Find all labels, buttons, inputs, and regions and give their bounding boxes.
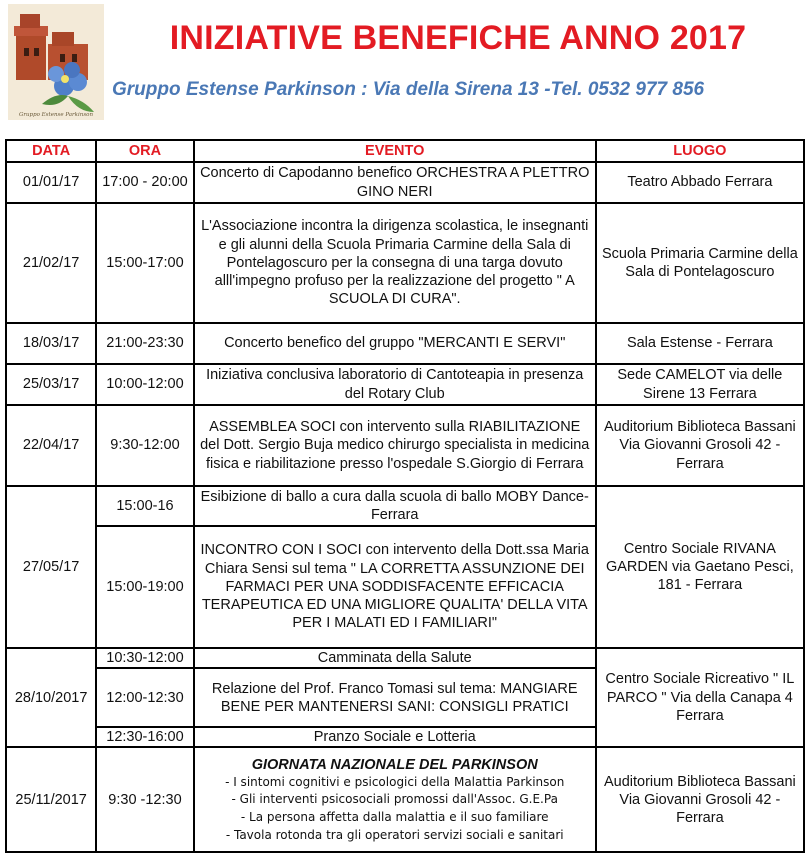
event-title: GIORNATA NAZIONALE DEL PARKINSON [251,756,538,773]
event-time: 12:30-16:00 [96,727,193,747]
event-description-block [194,747,596,852]
page-subtitle: Gruppo Estense Parkinson : Via della Sirena 13 -Tel. 0532 977 856 [112,79,705,100]
event-time: 15:00-17:00 [96,203,193,323]
event-description: Pranzo Sociale e Lotteria [194,727,596,747]
event-topic: - Gli interventi psicosociali promossi dall'Assoc. G.E.Pa [231,792,558,807]
column-header-evento: EVENTO [194,140,596,162]
event-topic: - La persona affetta dalla malattia e il suo familiare [240,810,549,824]
event-description: L'Associazione incontra la dirigenza scolastica, le insegnanti e gli alunni della Scuola Primaria Carmine della Sala di Pontelagoscuro per la consegna di una targa dovuto alll'impegno profuso per la realizzazione del progetto " A SCUOLA DI CURA". [194,203,596,323]
event-location: Auditorium Biblioteca Bassani Via Giovanni Grosoli 42 - Ferrara [596,405,804,486]
event-location: Sala Estense - Ferrara [596,323,804,364]
event-date: 01/01/17 [6,162,96,203]
association-logo [8,4,104,120]
event-topic: - I sintomi cognitivi e psicologici della Malattia Parkinson [225,774,565,789]
event-date: 18/03/17 [6,323,96,364]
event-date: 22/04/17 [6,405,96,486]
event-description: ASSEMBLEA SOCI con intervento sulla RIABILITAZIONE del Dott. Sergio Buja medico chirurgo specialista in medicina fisica e riabilitazione presso l'ospedale S.Giorgio di Ferrara [194,405,596,486]
event-description: Concerto di Capodanno benefico ORCHESTRA A PLETTRO GINO NERI [194,162,596,203]
event-time: 12:00-12:30 [96,668,193,727]
event-description: Camminata della Salute [194,648,596,668]
table-row [6,747,804,852]
event-description: Relazione del Prof. Franco Tomasi sul tema: MANGIARE BENE PER MANTENERSI SANI: CONSIGLI PRATICI [194,668,596,727]
table-row [6,162,804,203]
event-time: 10:00-12:00 [96,364,193,405]
event-description: Esibizione di ballo a cura dalla scuola di ballo MOBY Dance- Ferrara [194,486,596,526]
event-location: Teatro Abbado Ferrara [596,162,804,203]
event-description: Concerto benefico del gruppo "MERCANTI E SERVI" [194,323,596,364]
table-row [6,323,804,364]
table-row [6,364,804,405]
event-time: 21:00-23:30 [96,323,193,364]
event-date: 25/11/2017 [6,747,96,852]
event-time: 9:30-12:00 [96,405,193,486]
event-location: Sede CAMELOT via delle Sirene 13 Ferrara [596,364,804,405]
table-header-row [6,140,804,162]
column-header-luogo: LUOGO [596,140,804,162]
table-row [6,648,804,668]
event-date: 28/10/2017 [6,648,96,747]
event-time: 15:00-16 [96,486,193,526]
column-header-data: DATA [6,140,96,162]
event-time: 9:30 -12:30 [96,747,193,852]
table-row [6,203,804,323]
event-date: 25/03/17 [6,364,96,405]
castle-tower-icon [16,34,46,80]
event-time: 17:00 - 20:00 [96,162,193,203]
event-location: Scuola Primaria Carmine della Sala di Pontelagoscuro [596,203,804,323]
event-date: 21/02/17 [6,203,96,323]
event-date: 27/05/17 [6,486,96,648]
page-title: INIZIATIVE BENEFICHE ANNO 2017 [169,19,747,57]
event-location: Auditorium Biblioteca Bassani Via Giovanni Grosoli 42 - Ferrara [596,747,804,852]
event-time: 10:30-12:00 [96,648,193,668]
event-topic: - Tavola rotonda tra gli operatori servizi sociali e sanitari [225,827,564,842]
table-row [6,486,804,526]
event-description: Iniziativa conclusiva laboratorio di Cantoteapia in presenza del Rotary Club [194,364,596,405]
table-row [6,405,804,486]
events-table [5,139,805,853]
event-description: INCONTRO CON I SOCI con intervento della Dott.ssa Maria Chiara Sensi sul tema " LA CORRETTA ASSUNZIONE DEI FARMACI PER UNA SODDISFACENTE EFFICACIA TERAPEUTICA ED UNA MIGLIORE QUALITA' DELLA VITA PER I MALATI ED I FAMILIARI" [194,526,596,648]
logo-caption: Gruppo Estense Parkinson [18,112,94,118]
event-time: 15:00-19:00 [96,526,193,648]
column-header-ora: ORA [96,140,193,162]
event-location: Centro Sociale Ricreativo " IL PARCO " Via della Canapa 4 Ferrara [596,648,804,747]
event-location: Centro Sociale RIVANA GARDEN via Gaetano Pesci, 181 - Ferrara [596,486,804,648]
